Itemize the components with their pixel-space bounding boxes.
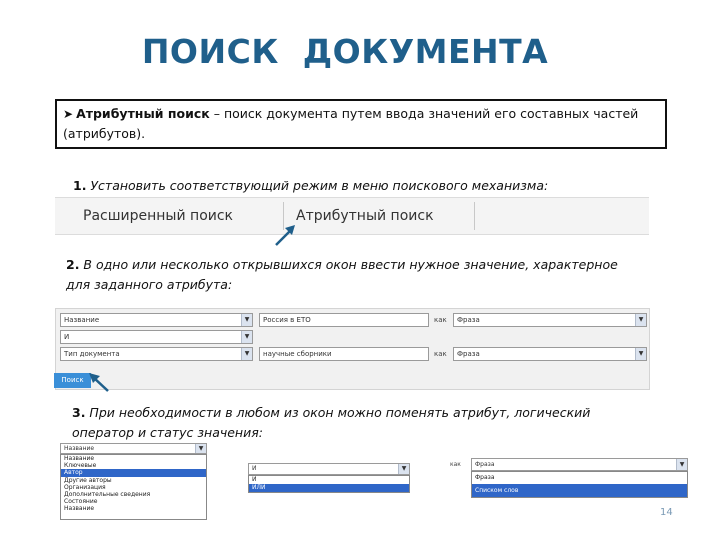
definition-box xyxy=(55,99,667,149)
step-2-text: В одно или несколько открывшихся окон ввести нужное значение, характерное для заданного атрибута: xyxy=(66,257,618,292)
list-item[interactable]: Дополнительные сведения xyxy=(64,490,151,498)
check-arrow-icon: ➤ xyxy=(63,107,74,121)
operator-dropdown-value: И xyxy=(252,465,257,472)
search-button[interactable]: Поиск xyxy=(54,373,91,388)
list-item[interactable]: Название xyxy=(64,455,95,462)
mode-dropdown-label: как xyxy=(450,461,461,468)
value-input-2[interactable] xyxy=(259,347,429,361)
step-3 xyxy=(72,403,652,443)
attribute-select-2[interactable] xyxy=(60,347,253,361)
step-3-number: 3. xyxy=(72,405,86,420)
list-item[interactable]: Автор xyxy=(61,469,206,476)
pointer-arrow-icon xyxy=(272,222,298,248)
list-item[interactable]: И xyxy=(252,476,257,483)
step-2-number: 2. xyxy=(66,257,80,272)
mode-dropdown xyxy=(449,457,689,499)
dropdown-arrow-icon: ▼ xyxy=(241,348,252,360)
list-item[interactable]: Название xyxy=(64,505,95,513)
list-item[interactable]: Фраза xyxy=(475,474,495,481)
step-1 xyxy=(73,176,673,196)
operator-select[interactable] xyxy=(60,330,253,344)
value-input-1[interactable] xyxy=(259,313,429,327)
operator-dropdown-list xyxy=(248,475,410,493)
list-item[interactable]: Ключевые xyxy=(64,462,97,470)
attribute-select-1-value: Название xyxy=(64,316,100,324)
dropdown-arrow-icon: ▼ xyxy=(241,314,252,326)
definition-text: – поиск документа путем ввода значений его составных частей (атрибутов). xyxy=(63,106,639,141)
attribute-dropdown xyxy=(60,443,207,520)
operator-dropdown xyxy=(248,463,410,493)
list-item[interactable]: Организация xyxy=(64,483,106,491)
dropdown-arrow-icon: ▼ xyxy=(635,348,646,360)
mode-dropdown-value: Фраза xyxy=(475,461,495,468)
mode-select-2[interactable] xyxy=(453,347,647,361)
attribute-dropdown-list xyxy=(60,454,207,520)
operator-dropdown-select[interactable] xyxy=(248,463,410,475)
mode-dropdown-select[interactable] xyxy=(471,458,688,471)
mode-select-1-value: Фраза xyxy=(457,316,480,324)
tab-attribute-search[interactable]: Атрибутный поиск xyxy=(296,208,434,224)
list-item[interactable]: Другие авторы xyxy=(64,476,112,484)
dropdown-arrow-icon: ▼ xyxy=(195,444,206,453)
menu-divider xyxy=(474,202,475,230)
tab-extended-search[interactable]: Расширенный поиск xyxy=(83,208,234,224)
dropdown-arrow-icon: ▼ xyxy=(241,331,252,343)
step-1-number: 1. xyxy=(73,178,87,193)
attribute-select-2-value: Тип документа xyxy=(64,350,120,358)
search-mode-menu xyxy=(55,197,649,235)
attribute-dropdown-select[interactable] xyxy=(60,443,207,454)
mode-dropdown-list xyxy=(471,471,688,498)
page-title: ПОИСК ДОКУМЕНТА xyxy=(141,32,549,71)
dropdown-arrow-icon: ▼ xyxy=(398,464,409,474)
mode-select-2-value: Фраза xyxy=(457,350,480,358)
definition-term: Атрибутный поиск xyxy=(76,106,210,121)
dropdown-arrow-icon: ▼ xyxy=(676,459,687,470)
attribute-select-1[interactable] xyxy=(60,313,253,327)
pointer-arrow-icon xyxy=(86,370,112,394)
dropdown-arrow-icon: ▼ xyxy=(635,314,646,326)
value-input-2-text: научные сборники xyxy=(263,350,332,358)
match-label-1: как xyxy=(434,316,447,324)
mode-select-1[interactable] xyxy=(453,313,647,327)
match-label-2: как xyxy=(434,350,447,358)
attribute-search-form xyxy=(55,308,650,390)
step-3-text: При необходимости в любом из окон можно поменять атрибут, логический оператор и статус значения: xyxy=(72,405,591,440)
list-item[interactable]: Списком слов xyxy=(472,484,687,497)
list-item[interactable]: Состояние xyxy=(64,498,98,506)
value-input-1-text: Россия в ЕТО xyxy=(263,316,311,324)
step-2 xyxy=(66,255,626,295)
page-number: 14 xyxy=(660,507,673,518)
list-item[interactable]: ИЛИ xyxy=(249,484,409,492)
attribute-dropdown-value: Название xyxy=(64,445,95,452)
operator-select-value: И xyxy=(64,333,70,341)
step-1-text: Установить соответствующий режим в меню поискового механизма: xyxy=(86,178,549,193)
